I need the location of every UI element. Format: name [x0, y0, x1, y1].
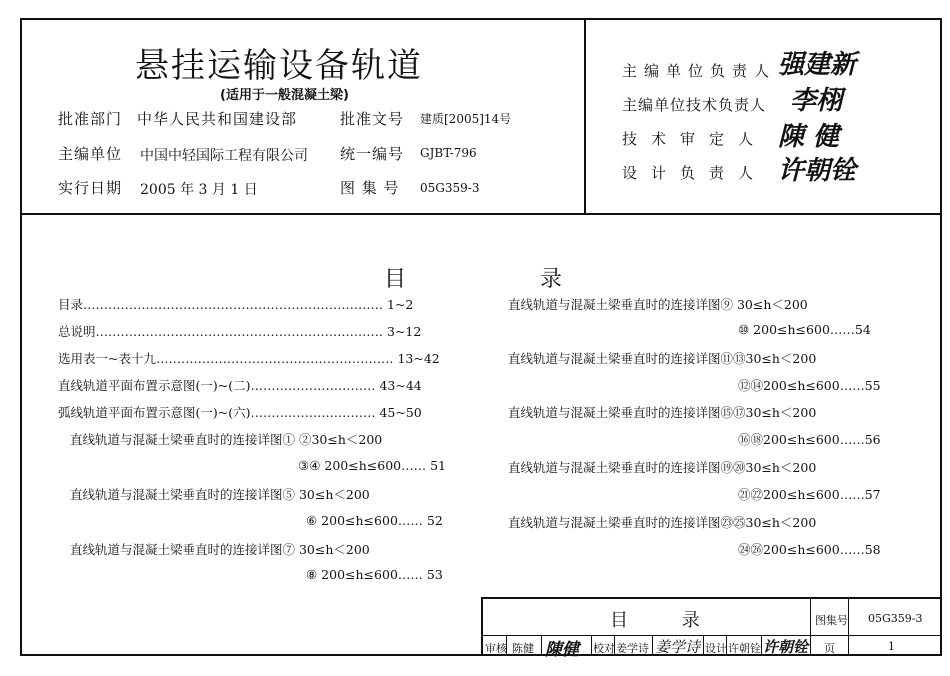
toc-right-item[interactable]: 直线轨道与混凝土梁垂直时的连接详图㉓㉕30≤h＜200 — [508, 515, 817, 530]
toc-left-item[interactable]: 选用表一~表十九………………………………………………… 13~42 — [58, 351, 440, 366]
title-block-title: 目 录 — [610, 610, 724, 631]
effective-date-value: 2005 年 3 月 1 日 — [140, 182, 258, 198]
cell-rule — [541, 635, 542, 656]
approval-dept-value: 中华人民共和国建设部 — [137, 110, 298, 128]
unified-no-value: GJBT-796 — [420, 146, 477, 160]
toc-heading-left: 目 — [384, 267, 407, 292]
title-block-atlas-label: 图集号 — [815, 614, 848, 627]
header-divider — [584, 18, 586, 215]
atlas-no-label: 图 集 号 — [340, 179, 400, 197]
approval-doc-value: 建质[2005]14号 — [420, 112, 512, 126]
unified-no-label: 统一编号 — [340, 145, 405, 163]
toc-right-item[interactable]: 直线轨道与混凝土梁垂直时的连接详图⑲⑳30≤h＜200 — [508, 460, 817, 475]
toc-right-item[interactable]: ㉑㉒200≤h≤600……57 — [738, 487, 881, 502]
toc-right-item[interactable]: ⑯⑱200≤h≤600……56 — [738, 432, 881, 447]
header-bottom-rule — [20, 213, 942, 215]
approval-doc-label: 批准文号 — [340, 110, 405, 128]
toc-right-item[interactable]: ⑩ 200≤h≤600……54 — [738, 322, 871, 337]
title-block-atlas-value: 05G359-3 — [868, 612, 923, 625]
role-tech-lead: 主编单位技术负责人 — [622, 96, 767, 114]
check-label: 校对 — [593, 642, 615, 655]
effective-date-label: 实行日期 — [58, 179, 123, 197]
review-signature: 陳健 — [545, 640, 579, 660]
signature-design-lead: 许朝铨 — [778, 156, 857, 186]
toc-left-item[interactable]: 直线轨道与混凝土梁垂直时的连接详图① ②30≤h＜200 — [70, 432, 383, 447]
page-value: 1 — [888, 640, 895, 653]
editor-unit-label: 主编单位 — [58, 145, 123, 163]
toc-right-item[interactable]: 直线轨道与混凝土梁垂直时的连接详图⑨ 30≤h＜200 — [508, 297, 808, 312]
toc-right-item[interactable]: 直线轨道与混凝土梁垂直时的连接详图⑪⑬30≤h＜200 — [508, 351, 817, 366]
check-signature: 姜学诗 — [655, 638, 701, 656]
toc-left-item[interactable]: 直线轨道平面布置示意图(一)~(二)………………………… 43~44 — [58, 378, 422, 393]
role-tech-reviewer: 技术审定人 — [622, 130, 768, 148]
editor-unit-value: 中国中轻国际工程有限公司 — [140, 148, 308, 164]
design-label: 设计 — [705, 642, 727, 655]
design-signature: 许朝铨 — [763, 638, 809, 656]
atlas-no-value: 05G359-3 — [420, 181, 480, 195]
review-name: 陈健 — [512, 642, 534, 655]
review-label: 审核 — [485, 642, 507, 655]
signature-chief-editor: 强建新 — [778, 50, 857, 80]
toc-left-item[interactable]: 弧线轨道平面布置示意图(一)~(六)………………………… 45~50 — [58, 405, 422, 420]
signature-tech-lead: 李栩 — [790, 86, 843, 116]
title-block-atlas-divider-2 — [848, 597, 849, 656]
cell-rule — [591, 635, 592, 656]
title-block-atlas-divider — [810, 597, 811, 656]
cell-rule — [703, 635, 704, 656]
atlas-title: 悬挂运输设备轨道 — [135, 46, 423, 86]
cell-rule — [761, 635, 762, 656]
atlas-subtitle: (适用于一般混凝土梁) — [220, 88, 349, 103]
title-block-top-rule — [481, 597, 942, 599]
toc-heading-right: 录 — [540, 267, 563, 292]
toc-left-item[interactable]: ③④ 200≤h≤600…… 51 — [298, 458, 446, 473]
cell-rule — [652, 635, 653, 656]
toc-left-item[interactable]: ⑥ 200≤h≤600…… 52 — [306, 513, 443, 528]
toc-left-item[interactable]: 直线轨道与混凝土梁垂直时的连接详图⑦ 30≤h＜200 — [70, 542, 370, 557]
role-chief-editor: 主编单位负责人 — [622, 62, 777, 80]
toc-left-item[interactable]: 目录……………………………………………………………… 1~2 — [58, 297, 414, 312]
design-name: 许朝铨 — [728, 642, 761, 655]
toc-right-item[interactable]: ⑫⑭200≤h≤600……55 — [738, 378, 881, 393]
signature-tech-reviewer: 陳 健 — [778, 122, 840, 152]
role-design-lead: 设计负责人 — [622, 164, 768, 182]
toc-right-item[interactable]: 直线轨道与混凝土梁垂直时的连接详图⑮⑰30≤h＜200 — [508, 405, 817, 420]
check-name: 姜学诗 — [616, 642, 649, 655]
title-block-left-rule — [481, 597, 483, 656]
approval-dept-label: 批准部门 — [58, 110, 123, 128]
toc-left-item[interactable]: ⑧ 200≤h≤600…… 53 — [306, 567, 443, 582]
toc-right-item[interactable]: ㉔㉖200≤h≤600……58 — [738, 542, 881, 557]
page-label: 页 — [824, 642, 835, 655]
toc-left-item[interactable]: 总说明…………………………………………………………… 3~12 — [58, 324, 422, 339]
toc-left-item[interactable]: 直线轨道与混凝土梁垂直时的连接详图⑤ 30≤h＜200 — [70, 487, 370, 502]
